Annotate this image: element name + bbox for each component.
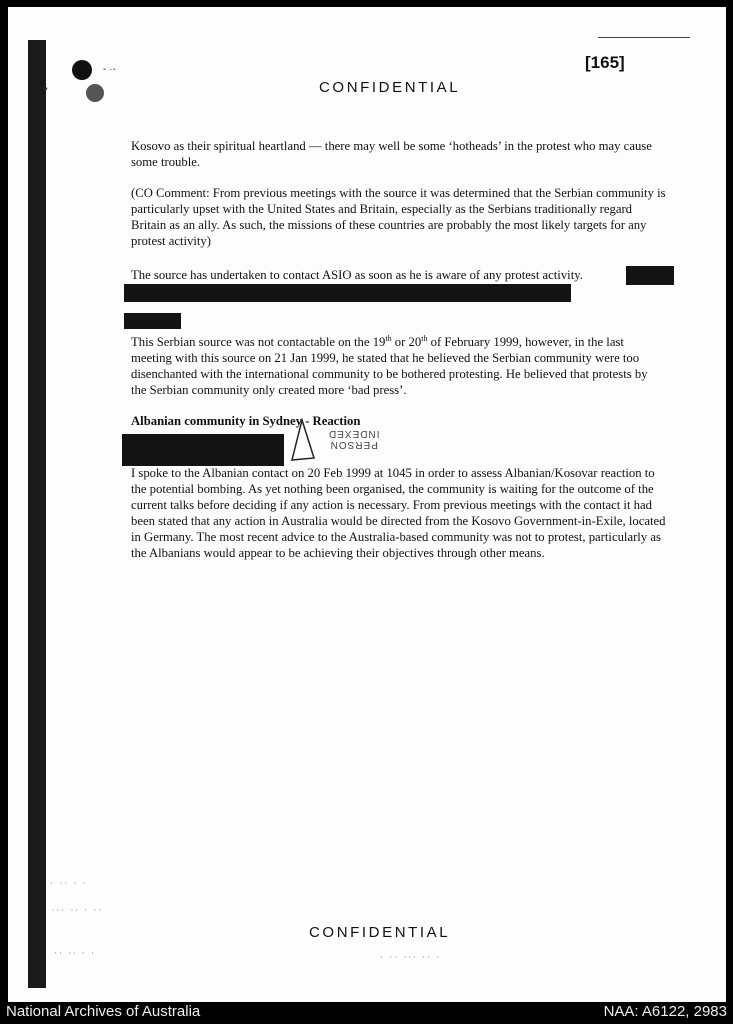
scan-noise: ·· ·∙ · · — [54, 948, 96, 958]
binding-strip — [28, 40, 46, 988]
paragraph-albanian-contact: I spoke to the Albanian contact on 20 Feb 1999 at 1045 in order to assess Albanian/Kosovar reaction to the potential bombing. As yet nothing been organised, the community is waiting for the outcome of the current talks before deciding if any action is necessary. From previous meetings with the contact it had been stated that any action in Australia would be directed from the Kosovo Government-in-Exile, located in Germany. The most recent advice to the Australia-based community was not to protest, particularly as the Albanians would appear to be achieving their objectives through other means. — [131, 466, 666, 560]
page-number: [165] — [585, 53, 625, 72]
section-heading: Albanian community in Sydney - Reaction — [131, 414, 361, 428]
paragraph-serbian-source — [131, 331, 666, 398]
redaction-block — [626, 266, 674, 285]
stamp-line-1: PERSON — [329, 439, 378, 450]
scan-noise: · ·· ·∙· ·· · — [380, 952, 442, 962]
archive-name: National Archives of Australia — [6, 1003, 201, 1020]
scan-line — [598, 37, 690, 38]
stamp-line-2: INDEXED — [328, 428, 380, 439]
stamp-arrow-icon — [288, 418, 316, 464]
punch-hole — [72, 60, 92, 80]
p4-text-c: of February 1999, however, in the last meeting with this source on 21 Jan 1999, he stated that he believed the Serbian community were too disenchanted with the international community to be bothered protesting. He believed that protests by the Serbian community only created more ‘bad press’. — [131, 335, 648, 398]
classification-header: CONFIDENTIAL — [319, 79, 461, 96]
scan-noise: ∙·· ·∙ · ·· — [52, 905, 104, 915]
punch-hole — [86, 84, 104, 102]
scan-speck: ˙ • — [38, 84, 48, 95]
redaction-block — [124, 313, 181, 329]
p4-text-b: or 20 — [391, 335, 422, 350]
p4-sup-1: th — [385, 334, 392, 343]
paragraph-1: Kosovo as their spiritual heartland — there may well be some ‘hotheads’ in the protest who may cause some trouble. — [131, 139, 652, 169]
paragraph-co-comment: (CO Comment: From previous meetings with the source it was determined that the Serbian community is particularly upset with the United States and Britain, especially as the Serbians traditionally regard Britain as an ally. As such, the missions of these countries are probably the most likely targets for any protest activity) — [131, 186, 666, 248]
redaction-block — [124, 284, 571, 302]
classification-footer: CONFIDENTIAL — [309, 924, 451, 941]
person-indexed-stamp — [328, 428, 379, 450]
archive-reference: NAA: A6122, 2983 — [603, 1003, 727, 1020]
scan-noise: · ·· · · — [50, 878, 88, 888]
paragraph-3: The source has undertaken to contact ASIO as soon as he is aware of any protest activity. — [131, 268, 583, 282]
p4-sup-2: th — [421, 334, 428, 343]
redaction-block — [122, 434, 284, 466]
scan-speck: - ·- — [103, 64, 116, 75]
p4-text-a: This Serbian source was not contactable on the 19 — [131, 335, 386, 350]
